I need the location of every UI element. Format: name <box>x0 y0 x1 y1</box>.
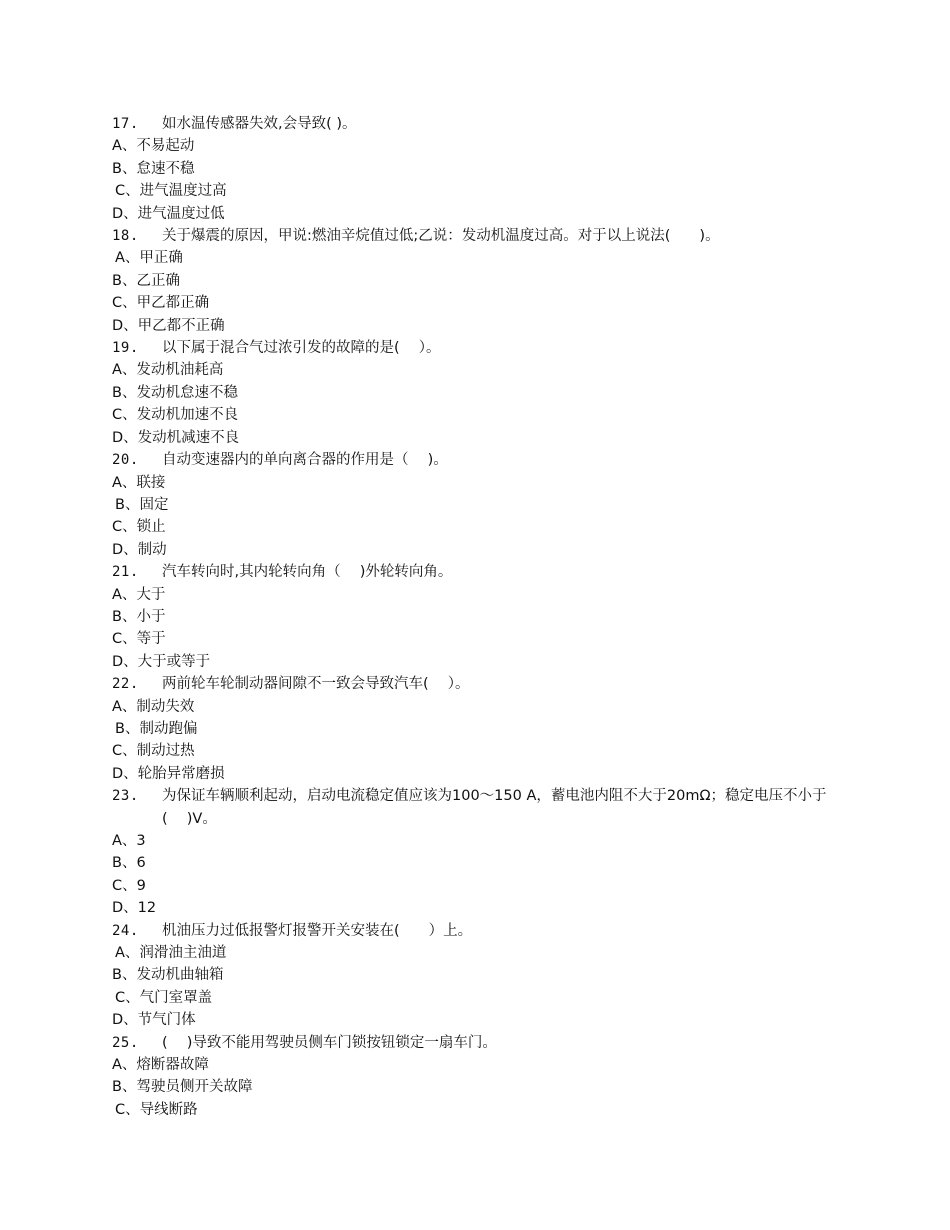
question-text: 机油压力过低报警灯报警开关安装在( ）上。 <box>162 922 473 939</box>
option-b: B、制动跑偏 <box>115 720 198 737</box>
option-c: C、进气温度过高 <box>115 183 227 200</box>
option-b: B、发动机怠速不稳 <box>112 384 238 401</box>
option-a: A、熔断器故障 <box>112 1057 209 1074</box>
option-b: B、小于 <box>112 608 166 625</box>
option-d: D、制动 <box>112 541 167 558</box>
question-text: 如水温传感器失效,会导致( )。 <box>162 116 357 132</box>
question-block <box>112 673 832 785</box>
question-line <box>112 920 832 942</box>
option-d: D、节气门体 <box>112 1012 196 1029</box>
option-b: B、发动机曲轴箱 <box>112 967 224 984</box>
question-text: ( )导致不能用驾驶员侧车门锁按钮锁定一扇车门。 <box>162 1034 497 1051</box>
option-c: C、气门室罩盖 <box>115 989 213 1006</box>
option-a: A、制动失效 <box>112 698 195 715</box>
option-c: C、9 <box>112 877 146 894</box>
option-a: A、不易起动 <box>112 138 195 155</box>
option-a: A、润滑油主油道 <box>115 945 227 962</box>
question-text: 汽车转向时,其内轮转向角（ )外轮转向角。 <box>162 564 453 581</box>
question-text: 两前轮车轮制动器间隙不一致会导致汽车( ）。 <box>162 676 470 693</box>
question-line <box>112 225 832 247</box>
question-number: 24. <box>112 922 139 939</box>
question-number: 20. <box>112 452 139 469</box>
question-text: 为保证车辆顺利起动，启动电流稳定值应该为100～150 A，蓄电池内阻不大于20mΩ；稳定电压不小于( )V。 <box>162 788 827 827</box>
option-a: A、联接 <box>112 474 166 491</box>
question-text: 自动变速器内的单向离合器的作用是（ )。 <box>162 452 448 469</box>
question-number: 21. <box>112 564 139 581</box>
question-list <box>112 113 832 1121</box>
option-b: B、6 <box>112 855 146 872</box>
option-d: D、轮胎异常磨损 <box>112 765 225 782</box>
option-c: C、锁止 <box>112 519 166 536</box>
option-d: D、大于或等于 <box>112 653 211 670</box>
option-a: A、甲正确 <box>115 250 183 267</box>
option-c: C、发动机加速不良 <box>112 407 239 424</box>
question-number: 23. <box>112 788 139 805</box>
question-text: 关于爆震的原因，甲说:燃油辛烷值过低;乙说：发动机温度过高。对于以上说法( )。 <box>162 228 720 245</box>
option-d: D、12 <box>112 900 157 917</box>
question-line <box>112 113 832 135</box>
option-d: D、进气温度过低 <box>112 205 225 222</box>
option-b: B、驾驶员侧开关故障 <box>112 1079 253 1096</box>
question-number: 18. <box>112 228 139 245</box>
option-a: A、3 <box>112 833 146 849</box>
question-line <box>112 673 832 695</box>
option-a: A、大于 <box>112 586 166 603</box>
option-d: D、发动机减速不良 <box>112 429 240 446</box>
option-c: C、等于 <box>112 631 166 648</box>
question-block <box>112 449 832 561</box>
question-line <box>112 337 832 359</box>
option-b: B、乙正确 <box>112 272 180 289</box>
question-block <box>112 113 832 225</box>
question-block <box>112 920 832 1032</box>
option-c: C、制动过热 <box>112 743 195 760</box>
question-line <box>112 785 832 830</box>
question-line <box>112 561 832 583</box>
question-line <box>112 449 832 471</box>
option-b: B、怠速不稳 <box>112 160 195 177</box>
option-a: A、发动机油耗高 <box>112 362 224 379</box>
question-number: 19. <box>112 340 139 357</box>
question-line <box>112 1032 832 1054</box>
question-block <box>112 561 832 673</box>
option-d: D、甲乙都不正确 <box>112 317 225 334</box>
question-block <box>112 225 832 337</box>
option-c: C、导线断路 <box>115 1101 198 1118</box>
question-block <box>112 1032 832 1122</box>
question-block <box>112 785 832 919</box>
question-block <box>112 337 832 449</box>
question-number: 17. <box>112 116 139 132</box>
question-number: 25. <box>112 1034 139 1051</box>
option-b: B、固定 <box>115 496 169 513</box>
option-c: C、甲乙都正确 <box>112 295 210 312</box>
question-number: 22. <box>112 676 139 693</box>
question-text: 以下属于混合气过浓引发的故障的是( ）。 <box>162 340 441 357</box>
